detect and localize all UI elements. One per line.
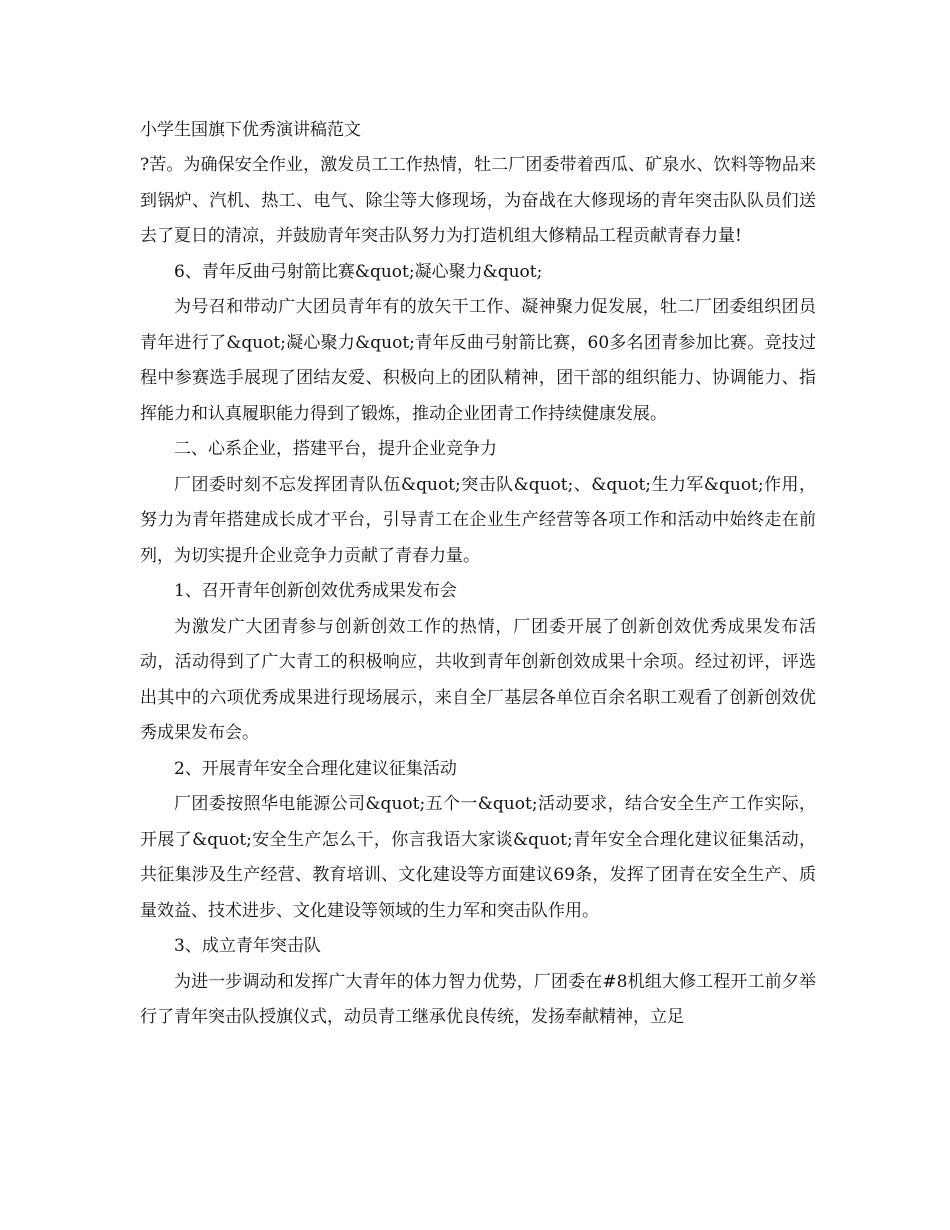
- paragraph: 为进一步调动和发挥广大青年的体力智力优势，厂团委在#8机组大修工程开工前夕举行了青年突击队授旗仪式，动员青工继承优良传统，发扬奉献精神，立足: [140, 971, 816, 1027]
- paragraph: ?苦。为确保安全作业，激发员工工作热情，牡二厂团委带着西瓜、矿泉水、饮料等物品来到锅炉、汽机、热工、电气、除尘等大修现场，为奋战在大修现场的青年突击队队员们送去了夏日的清凉，并鼓励青年突击队努力为打造机组大修精品工程贡献青春力量!: [140, 155, 816, 246]
- paragraph: 3、成立青年突击队: [174, 936, 321, 956]
- document-page: [140, 112, 816, 1036]
- paragraph: 厂团委时刻不忘发挥团青队伍&quot;突击队&quot;、&quot;生力军&quot;作用，努力为青年搭建成长成才平台，引导青工在企业生产经营等各项工作和活动中始终走在前列，为切实提升企业竞争力贡献了青春力量。: [140, 474, 816, 566]
- paragraph: 2、开展青年安全合理化建议征集活动: [174, 758, 457, 779]
- document-body: [140, 148, 816, 1036]
- paragraph: 二、心系企业，搭建平台，提升企业竞争力: [174, 439, 497, 459]
- paragraph: 为号召和带动广大团员青年有的放矢干工作、凝神聚力促发展，牡二厂团委组织团员青年进行了&quot;凝心聚力&quot;青年反曲弓射箭比赛，60多名团青参加比赛。竞技过程中参赛选手展现了团结友爱、积极向上的团队精神，团干部的组织能力、协调能力、指挥能力和认真履职能力得到了锻炼，推动企业团青工作持续健康发展。: [140, 297, 816, 424]
- paragraph: 6、青年反曲弓射箭比赛&quot;凝心聚力&quot;: [174, 261, 543, 282]
- paragraph: 1、召开青年创新创效优秀成果发布会: [174, 581, 457, 601]
- document-title: 小学生国旗下优秀演讲稿范文: [140, 120, 361, 140]
- paragraph: 厂团委按照华电能源公司&quot;五个一&quot;活动要求，结合安全生产工作实际，开展了&quot;安全生产怎么干，你言我语大家谈&quot;青年安全合理化建议征集活动，共征集涉及生产经营、教育培训、文化建设等方面建议69条，发挥了团青在安全生产、质量效益、技术进步、文化建设等领域的生力军和突击队作用。: [140, 794, 816, 921]
- paragraph: 为激发广大团青参与创新创效工作的热情，厂团委开展了创新创效优秀成果发布活动，活动得到了广大青工的积极响应，共收到青年创新创效成果十余项。经过初评，评选出其中的六项优秀成果进行现场展示，来自全厂基层各单位百余名职工观看了创新创效优秀成果发布会。: [140, 616, 816, 743]
